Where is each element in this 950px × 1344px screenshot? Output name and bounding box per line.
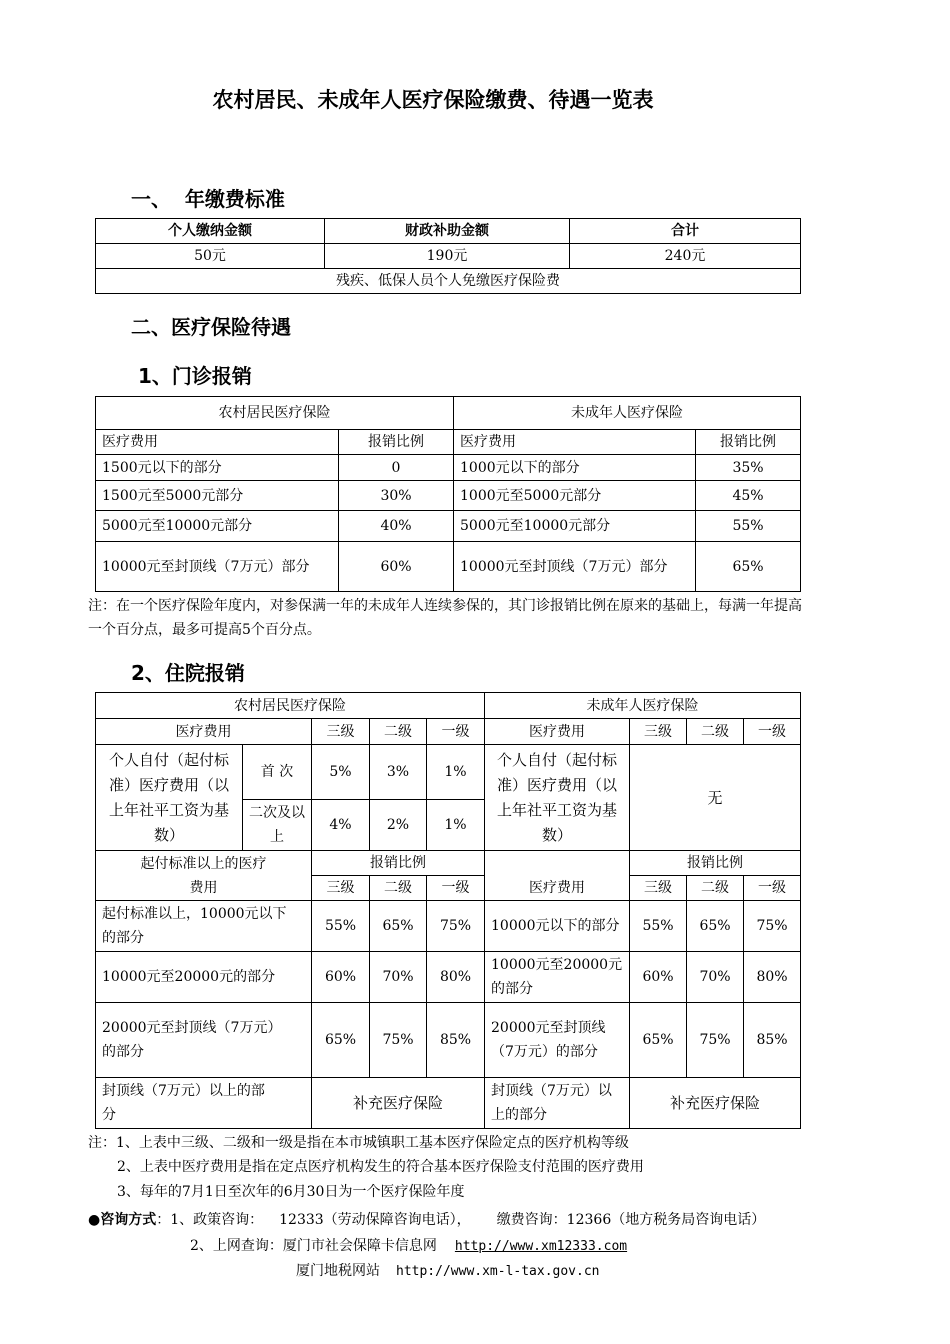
rate-value: 85% <box>427 1003 485 1078</box>
table-row <box>96 455 801 481</box>
contact-line-3 <box>296 1260 600 1280</box>
rate-value: 65% <box>687 901 744 952</box>
table-row <box>96 901 801 952</box>
minor-selfpay-label: 个人自付（起付标准）医疗费用（以上年社平工资为基数） <box>485 745 630 851</box>
supplement-rural: 补充医疗保险 <box>312 1078 485 1129</box>
second-time-label: 二次及以上 <box>243 800 312 851</box>
table-row <box>96 511 801 542</box>
outpatient-col-ratio: 报销比例 <box>696 430 801 455</box>
level-1: 一级 <box>427 876 485 901</box>
ratio-value: 40% <box>339 511 454 542</box>
rate-value: 65% <box>370 901 427 952</box>
rate-value: 60% <box>312 952 370 1003</box>
header-total: 合计 <box>570 219 801 244</box>
level-1: 一级 <box>744 876 801 901</box>
outpatient-note: 注：在一个医疗保险年度内，对参保满一年的未成年人连续参保的，其门诊报销比例在原来的基础上，每满一年提高一个百分点，最多可提高5个百分点。 <box>88 598 802 638</box>
online-query-label: 2、上网查询：厦门市社会保障卡信息网 <box>190 1238 437 1254</box>
page-title: 农村居民、未成年人医疗保险缴费、待遇一览表 <box>212 88 654 112</box>
cost-range: 20000元至封顶线（7万元）的部分 <box>96 1003 312 1078</box>
rate-value: 55% <box>312 901 370 952</box>
rate-value: 70% <box>687 952 744 1003</box>
cost-range: 1500元以下的部分 <box>96 455 339 481</box>
contact-bullet: ●咨询方式 <box>88 1212 157 1228</box>
rate-value: 75% <box>370 1003 427 1078</box>
outpatient-table <box>95 396 801 592</box>
level-2: 二级 <box>687 876 744 901</box>
inpatient-heading: 2、住院报销 <box>131 661 245 685</box>
cost-range: 1000元至5000元部分 <box>454 481 696 511</box>
header-subsidy: 财政补助金额 <box>325 219 570 244</box>
rate-value: 1% <box>427 800 485 851</box>
level-2: 二级 <box>687 719 744 745</box>
level-3: 三级 <box>630 876 687 901</box>
tax-site-url[interactable]: http://www.xm-l-tax.gov.cn <box>396 1264 600 1279</box>
value-subsidy: 190元 <box>325 244 570 269</box>
cost-range: 10000元至封顶线（7万元）部分 <box>96 542 339 592</box>
rate-value: 65% <box>630 1003 687 1078</box>
outpatient-minor-title: 未成年人医疗保险 <box>454 397 801 430</box>
level-2: 二级 <box>370 719 427 745</box>
inpatient-note-3: 3、每年的7月1日至次年的6月30日为一个医疗保险年度 <box>117 1184 465 1200</box>
minor-cost-label: 医疗费用 <box>485 851 630 901</box>
ratio-label: 报销比例 <box>630 851 801 876</box>
ratio-value: 35% <box>696 455 801 481</box>
cost-range: 1500元至5000元部分 <box>96 481 339 511</box>
ratio-value: 45% <box>696 481 801 511</box>
rate-value: 65% <box>312 1003 370 1078</box>
rate-value: 2% <box>370 800 427 851</box>
fee-standard-table <box>95 218 801 294</box>
cost-range: 起付标准以上，10000元以下的部分 <box>96 901 312 952</box>
rate-value: 3% <box>370 745 427 800</box>
rate-value: 75% <box>427 901 485 952</box>
contact-line-2 <box>190 1235 627 1255</box>
tax-site-label: 厦门地税网站 <box>296 1263 380 1279</box>
level-1: 一级 <box>427 719 485 745</box>
ratio-value: 65% <box>696 542 801 592</box>
ratio-value: 55% <box>696 511 801 542</box>
rate-value: 80% <box>744 952 801 1003</box>
exemption-note: 残疾、低保人员个人免缴医疗保险费 <box>96 269 801 294</box>
policy-consult-label: ：1、政策咨询： <box>156 1212 264 1228</box>
policy-consult-number: 12333（劳动保障咨询电话）， <box>279 1212 471 1228</box>
rate-value: 4% <box>312 800 370 851</box>
rate-value: 75% <box>687 1003 744 1078</box>
cost-range: 5000元至10000元部分 <box>454 511 696 542</box>
inpatient-col-cost: 医疗费用 <box>485 719 630 745</box>
value-total: 240元 <box>570 244 801 269</box>
cost-range: 10000元以下的部分 <box>485 901 630 952</box>
cap-minor-label: 封顶线（7万元）以上的部分 <box>485 1078 630 1129</box>
section1-heading: 一、 年缴费标准 <box>131 187 285 211</box>
minor-selfpay-none: 无 <box>630 745 801 851</box>
level-2: 二级 <box>370 876 427 901</box>
selfpay-label: 个人自付（起付标准）医疗费用（以上年社平工资为基数） <box>96 745 243 851</box>
rate-value: 60% <box>630 952 687 1003</box>
cost-range: 5000元至10000元部分 <box>96 511 339 542</box>
inpatient-table <box>95 692 801 1129</box>
ratio-label: 报销比例 <box>312 851 485 876</box>
table-row <box>96 1003 801 1078</box>
ratio-value: 60% <box>339 542 454 592</box>
table-row <box>96 952 801 1003</box>
inpatient-note-2: 2、上表中医疗费用是指在定点医疗机构发生的符合基本医疗保险支付范围的医疗费用 <box>117 1159 644 1175</box>
ratio-value: 0 <box>339 455 454 481</box>
cap-rural-label: 封顶线（7万元）以上的部分 <box>96 1078 312 1129</box>
header-personal: 个人缴纳金额 <box>96 219 325 244</box>
xm12333-link[interactable]: http://www.xm12333.com <box>454 1239 628 1254</box>
supplement-minor: 补充医疗保险 <box>630 1078 801 1129</box>
outpatient-col-cost: 医疗费用 <box>454 430 696 455</box>
first-time-label: 首 次 <box>243 745 312 800</box>
cost-range: 10000元至20000元的部分 <box>485 952 630 1003</box>
cost-range: 1000元以下的部分 <box>454 455 696 481</box>
outpatient-heading: 1、门诊报销 <box>138 364 252 388</box>
inpatient-minor-title: 未成年人医疗保险 <box>485 693 801 719</box>
outpatient-col-ratio: 报销比例 <box>339 430 454 455</box>
section2-heading: 二、医疗保险待遇 <box>131 315 291 339</box>
contact-line-1 <box>88 1209 765 1229</box>
rate-value: 1% <box>427 745 485 800</box>
fee-consult: 缴费咨询：12366（地方税务局咨询电话） <box>496 1212 766 1228</box>
rate-value: 80% <box>427 952 485 1003</box>
cost-range: 10000元至封顶线（7万元）部分 <box>454 542 696 592</box>
level-1: 一级 <box>744 719 801 745</box>
rate-value: 55% <box>630 901 687 952</box>
above-threshold-label: 起付标准以上的医疗费用 <box>96 851 312 901</box>
outpatient-col-cost: 医疗费用 <box>96 430 339 455</box>
inpatient-col-cost: 医疗费用 <box>96 719 312 745</box>
table-row <box>96 542 801 592</box>
ratio-value: 30% <box>339 481 454 511</box>
table-row <box>96 481 801 511</box>
rate-value: 85% <box>744 1003 801 1078</box>
rate-value: 70% <box>370 952 427 1003</box>
cost-range: 10000元至20000元的部分 <box>96 952 312 1003</box>
level-3: 三级 <box>312 876 370 901</box>
inpatient-rural-title: 农村居民医疗保险 <box>96 693 485 719</box>
inpatient-note-1: 注：1、上表中三级、二级和一级是指在本市城镇职工基本医疗保险定点的医疗机构等级 <box>88 1135 629 1151</box>
cost-range: 20000元至封顶线（7万元）的部分 <box>485 1003 630 1078</box>
value-personal: 50元 <box>96 244 325 269</box>
rate-value: 75% <box>744 901 801 952</box>
level-3: 三级 <box>630 719 687 745</box>
outpatient-rural-title: 农村居民医疗保险 <box>96 397 454 430</box>
rate-value: 5% <box>312 745 370 800</box>
level-3: 三级 <box>312 719 370 745</box>
